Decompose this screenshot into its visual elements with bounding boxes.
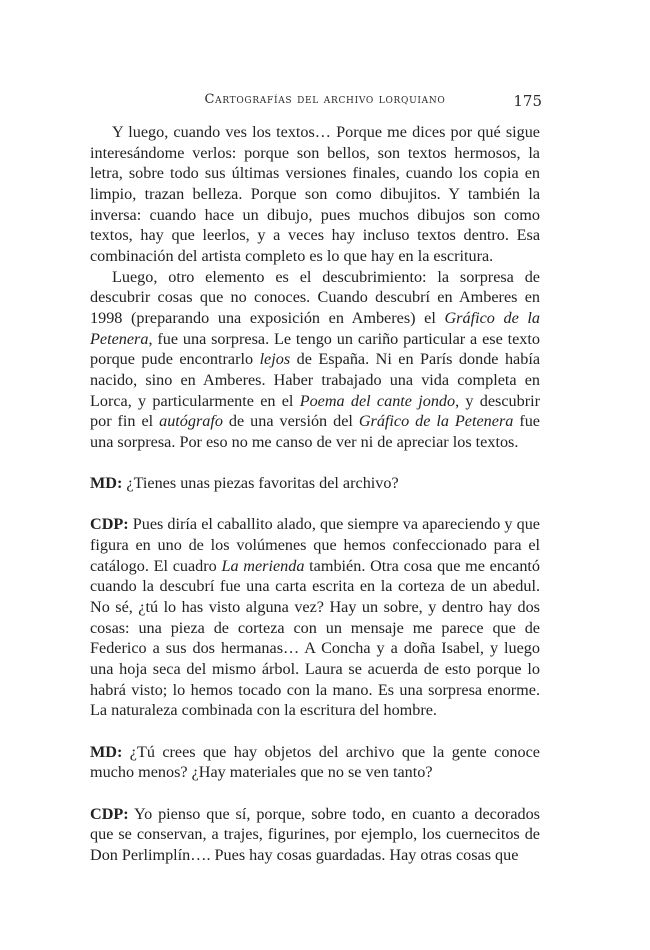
speaker-label: CDP: [90, 804, 129, 823]
question-objetos-desconocidos [90, 742, 540, 783]
running-header [0, 92, 650, 112]
italic-title: Gráfico de la Petenera [358, 412, 514, 431]
page-body [90, 122, 540, 866]
italic-title: La merienda [221, 556, 305, 575]
question-piezas-favoritas [90, 473, 540, 494]
answer-caballito-alado [90, 514, 540, 721]
italic-word: lejos [259, 350, 291, 369]
text-run: Luego, otro elemento es el descubrimiento: la sorpresa de descubrir cosas que no conoces. Cuando descubrí en Amberes en 1998 (preparando una exposición en Amberes) el [90, 267, 540, 327]
text-run: fue una sorpresa. Por eso no me canso de ver ni de apreciar los textos. [90, 412, 540, 451]
italic-title: Poema del cante jondo [299, 391, 456, 410]
text-run: Pues diría el caballito alado, que siempre va apareciendo y que figura en uno de los volúmenes que hemos confeccionado para el catálogo. El cuadro [90, 515, 540, 575]
italic-title: Gráfico de la Petenera [90, 308, 540, 348]
text-run: de una versión del [222, 412, 359, 431]
text-run: , y descubrir por fin el [90, 391, 540, 431]
text-run: también. Otra cosa que me encantó cuando la descubrí fue una carta escrita en la corteza de un abedul. No sé, ¿tú lo has visto alguna vez? Hay un sobre, y dentro hay dos cosas: una pieza de corteza con un mensaje me parece que de Federico a sus dos hermanas… A Concha y a doña Isabel, y luego una hoja seca del mismo árbol. Laura se acuerda de esto porque lo habrá visto; lo hemos tocado con la mano. Es una sorpresa enorme. La naturaleza combinada con la escritura del hombre. [90, 556, 540, 720]
answer-text: Yo pienso que sí, porque, sobre todo, en cuanto a decorados que se conservan, a trajes, figurines, por ejemplo, los cuernecitos de Don Perlimplín…. Pues hay cosas guardadas. Hay otras cosas que [90, 804, 540, 864]
text-run: de España. Ni en París donde había nacido, sino en Amberes. Haber trabajado una vida completa en Lorca, y particularmente en el [90, 350, 541, 410]
italic-word: autógrafo [159, 412, 223, 431]
running-title: Cartografías del archivo lorquiano [204, 92, 446, 107]
text-run: , fue una sorpresa. Le tengo un cariño particular a ese texto porque pude encontrarlo [90, 329, 540, 369]
page-number: 175 [513, 92, 542, 110]
paragraph-text: Y luego, cuando ves los textos… Porque me dices por qué sigue interesándome verlos: porque son bellos, son textos hermosos, la letra, sobre todo sus últimas versiones finales, cuando los copia en limpio, trazan belleza. Porque son como dibujitos. Y también la inversa: cuando hace un dibujo, pues muchos dibujos son como textos, hay que leerlos, y a veces hay incluso textos dentro. Esa combinación del artista completo es lo que hay en la escritura. [90, 123, 540, 265]
question-text: ¿Tú crees que hay objetos del archivo que la gente conoce mucho menos? ¿Hay materiales que no se ven tanto? [90, 742, 540, 782]
paragraph-textos [90, 122, 540, 267]
answer-decorados [90, 804, 540, 866]
speaker-label: MD: [90, 474, 123, 493]
speaker-label: CDP: [90, 515, 129, 534]
speaker-label: MD: [90, 742, 123, 761]
question-text: ¿Tienes unas piezas favoritas del archivo? [122, 474, 399, 493]
paragraph-descubrimiento [90, 267, 540, 453]
